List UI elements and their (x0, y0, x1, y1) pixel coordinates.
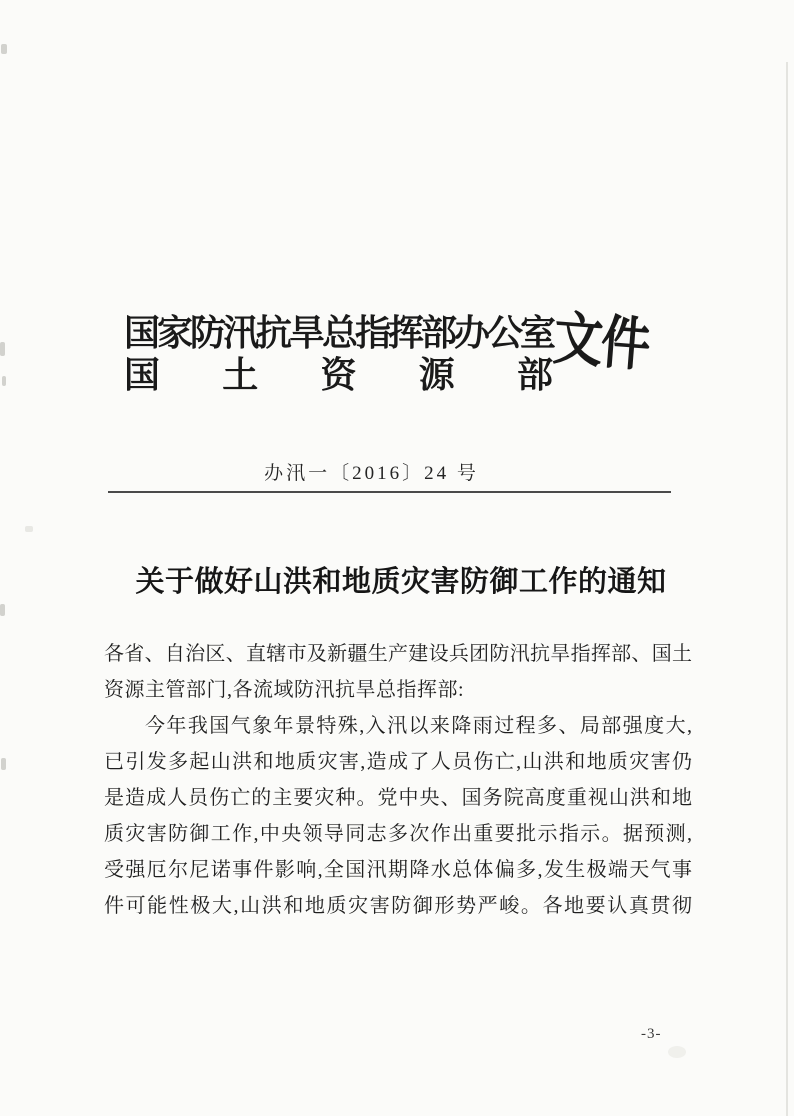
doc-number: 办汛一〔2016〕24 号 (264, 463, 479, 484)
body-line: 受强厄尔尼诺事件影响,全国汛期降水总体偏多,发生极端天气事 (104, 859, 692, 881)
issuer-name-line2 (124, 355, 553, 395)
issuer-line2-char: 源 (418, 355, 455, 395)
issuer-line2-char: 资 (320, 355, 357, 395)
body-line: 质灾害防御工作,中央领导同志多次作出重要批示指示。据预测, (104, 823, 692, 845)
body-line: 是造成人员伤亡的主要灾种。党中央、国务院高度重视山洪和地 (104, 787, 692, 809)
body-line: 件可能性极大,山洪和地质灾害防御形势严峻。各地要认真贯彻 (104, 895, 692, 917)
scan-edge-line (786, 62, 788, 1116)
issuer-line2-char: 部 (516, 355, 553, 395)
document-body (104, 636, 692, 924)
scan-artifact (1, 758, 6, 770)
document-title: 关于做好山洪和地质灾害防御工作的通知 (135, 566, 667, 598)
body-line: 各省、自治区、直辖市及新疆生产建设兵团防汛抗旱指挥部、国土 (104, 643, 692, 665)
issuer-line2-char: 国 (124, 355, 161, 395)
body-line: 今年我国气象年景特殊,入汛以来降雨过程多、局部强度大, (145, 715, 692, 737)
body-line: 已引发多起山洪和地质灾害,造成了人员伤亡,山洪和地质灾害仍 (104, 751, 692, 773)
issuer-line2-char: 土 (222, 355, 259, 395)
page-number: -3- (641, 1026, 662, 1042)
scan-artifact (1, 44, 7, 54)
letterhead-divider-rule (108, 491, 671, 493)
letterhead (124, 311, 553, 395)
body-line: 资源主管部门,各流域防汛抗旱总指挥部: (104, 679, 465, 701)
scan-artifact (0, 604, 5, 616)
issuer-name-line1: 国家防汛抗旱总指挥部办公室 (124, 313, 554, 353)
scan-artifact (0, 342, 5, 356)
scan-artifact (2, 376, 6, 386)
scan-artifact (668, 1046, 686, 1058)
scan-artifact (25, 526, 33, 532)
doc-type-label: 文件 (551, 306, 652, 379)
